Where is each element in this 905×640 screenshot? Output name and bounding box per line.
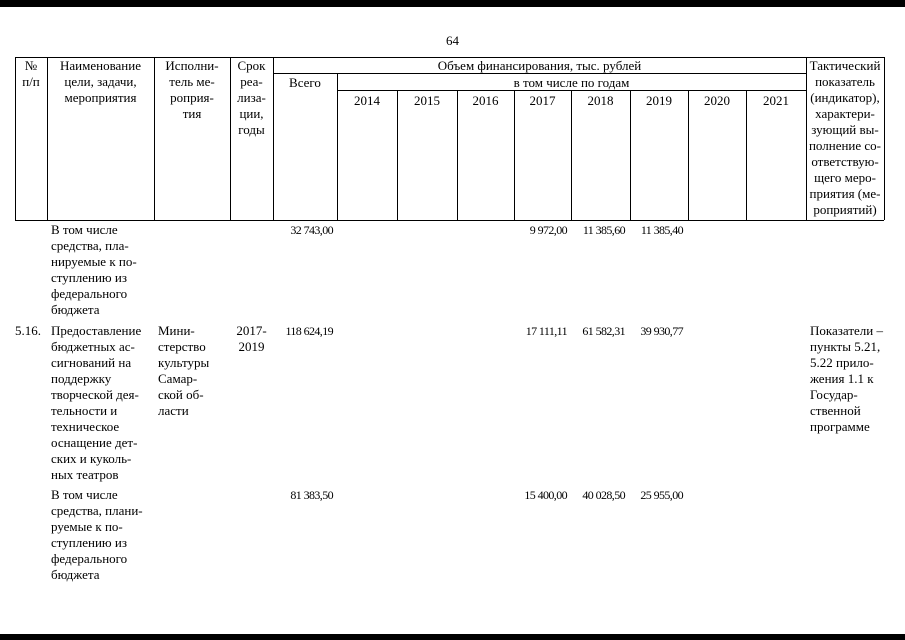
col-rule [746,90,747,220]
row-2018: 11 385,60 [582,223,625,237]
row-term: 2017- 2019 [236,323,267,354]
col-rule [397,90,398,220]
header-name: Наименование цели, задачи, мероприятия [60,58,141,105]
header-num: № п/п [22,58,40,89]
header-year: 2016 [472,93,499,108]
header-term: Срок реа- лиза- ции, годы [237,58,266,137]
header-bottom-rule [15,220,884,221]
header-year: 2021 [763,93,789,108]
header-year: 2017 [529,93,556,108]
row-total: 118 624,19 [285,324,333,338]
row-2019: 39 930,77 [640,324,683,338]
header-by-years: в том числе по годам [513,75,630,90]
row-2017: 9 972,00 [529,223,567,237]
row-name: В том числе средства, пла- нируемые к по- ступлению из федерального бюджета [51,222,137,317]
row-2017: 17 111,11 [525,324,567,338]
header-year: 2018 [587,93,614,108]
bottom-border [0,634,905,640]
col-rule [688,90,689,220]
header-year: 2014 [354,93,380,108]
header-executor: Исполни- тель ме- роприя- тия [165,58,219,121]
row-total: 32 743,00 [290,223,333,237]
row-2018: 61 582,31 [582,324,625,338]
col-rule [630,90,631,220]
row-num: 5.16. [15,323,41,338]
row-name: Предоставление бюджетных ас- сигнований на поддержку творческой дея- тельности и техническое оснащение дет- ских и куколь- ных театров [51,323,142,482]
header-total: Всего [289,75,321,90]
col-rule [571,90,572,220]
col-rule [457,90,458,220]
top-border [0,0,905,7]
row-2018: 40 028,50 [582,488,625,502]
row-2017: 15 400,00 [524,488,567,502]
col-rule [884,57,885,220]
row-total: 81 383,50 [290,488,333,502]
row-name: В том числе средства, плани- руемые к по- ступлению из федерального бюджета [51,487,143,582]
header-year: 2019 [646,93,672,108]
row-executor: Мини- стерство культуры Самар- ской об- ласти [158,323,210,418]
row-indicator: Показатели – пункты 5.21, 5.22 прило- жения 1.1 к Государ- ственной программе [810,323,883,434]
col-rule [514,90,515,220]
row-2019: 11 385,40 [640,223,683,237]
header-indicator: Тактический показатель (индикатор), характери- зующий вы- полнение со- ответствую- щего меро- приятия (ме- роприятий) [808,58,882,217]
header-financing: Объем финансирования, тыс. рублей [437,58,642,73]
header-year: 2015 [414,93,440,108]
header-year: 2020 [704,93,730,108]
row-2019: 25 955,00 [640,488,683,502]
page-number: 64 [446,33,459,48]
